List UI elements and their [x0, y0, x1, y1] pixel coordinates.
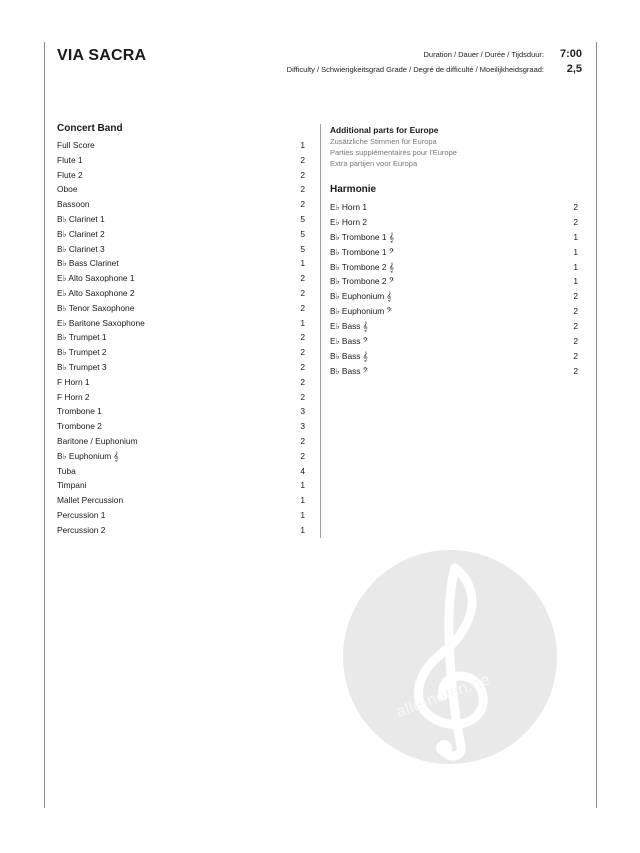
concert-band-row — [57, 419, 305, 434]
concert-band-part-name: B♭ Trumpet 2 — [57, 347, 107, 358]
harmonie-row — [330, 274, 578, 289]
concert-band-part-name: Percussion 1 — [57, 509, 106, 520]
harmonie-part-name: E♭ Bass 𝄞 — [330, 321, 368, 332]
concert-band-part-name: B♭ Clarinet 1 — [57, 213, 105, 224]
harmonie-row — [330, 319, 578, 334]
concert-band-row — [57, 390, 305, 405]
page-rule-left — [44, 42, 45, 808]
europe-subtitle-de: Zusätzliche Stimmen für Europa — [330, 137, 437, 146]
concert-band-part-name: Mallet Percussion — [57, 495, 124, 506]
harmonie-part-quantity: 2 — [573, 321, 578, 332]
concert-band-row — [57, 138, 305, 153]
harmonie-part-name: B♭ Trombone 2 𝄢 — [330, 276, 395, 287]
concert-band-part-name: Oboe — [57, 184, 78, 195]
piece-title: VIA SACRA — [57, 47, 147, 64]
concert-band-part-quantity: 2 — [300, 273, 305, 284]
concert-band-part-quantity: 2 — [300, 184, 305, 195]
concert-band-row — [57, 197, 305, 212]
column-divider — [320, 124, 321, 538]
concert-band-row — [57, 286, 305, 301]
concert-band-row — [57, 493, 305, 508]
concert-band-row — [57, 478, 305, 493]
harmonie-row — [330, 349, 578, 364]
concert-band-part-name: E♭ Baritone Saxophone — [57, 317, 145, 328]
concert-band-part-quantity: 1 — [300, 509, 305, 520]
concert-band-part-quantity: 2 — [300, 450, 305, 461]
concert-band-part-quantity: 1 — [300, 140, 305, 150]
concert-band-row — [57, 301, 305, 316]
harmonie-part-name: E♭ Horn 2 — [330, 216, 368, 227]
concert-band-row — [57, 523, 305, 538]
watermark-seal — [343, 550, 557, 764]
concert-band-part-quantity: 3 — [300, 421, 305, 432]
concert-band-row — [57, 345, 305, 360]
difficulty-label: Difficulty / Schwierigkeitsgrad Grade / Degré de difficulté / Moeilijkheidsgraad: — [286, 65, 544, 74]
concert-band-part-name: B♭ Bass Clarinet — [57, 258, 119, 269]
harmonie-heading: Harmonie — [330, 184, 377, 195]
concert-band-row — [57, 449, 305, 464]
concert-band-part-name: Timpani — [57, 480, 87, 491]
concert-band-part-quantity: 1 — [300, 480, 305, 491]
concert-band-part-quantity: 2 — [300, 435, 305, 446]
harmonie-row — [330, 230, 578, 245]
europe-heading: Additional parts for Europe — [330, 125, 439, 135]
concert-band-row — [57, 464, 305, 479]
concert-band-part-quantity: 2 — [300, 347, 305, 358]
concert-band-part-quantity: 2 — [300, 302, 305, 313]
harmonie-row — [330, 245, 578, 260]
concert-band-part-quantity: 1 — [300, 317, 305, 328]
concert-band-part-name: B♭ Tenor Saxophone — [57, 302, 135, 313]
concert-band-row — [57, 330, 305, 345]
concert-band-part-quantity: 3 — [300, 406, 305, 417]
concert-band-part-name: F Horn 1 — [57, 376, 90, 387]
concert-band-part-name: Flute 2 — [57, 169, 83, 180]
harmonie-part-quantity: 1 — [573, 246, 578, 257]
harmonie-row — [330, 215, 578, 230]
harmonie-part-quantity: 2 — [573, 216, 578, 227]
watermark-text: alle-noten.de — [394, 671, 493, 721]
harmonie-part-name: B♭ Bass 𝄞 — [330, 350, 368, 361]
harmonie-part-quantity: 2 — [573, 291, 578, 302]
concert-band-part-name: Bassoon — [57, 199, 90, 210]
harmonie-part-quantity: 2 — [573, 306, 578, 317]
concert-band-part-name: Trombone 2 — [57, 421, 102, 432]
concert-band-row — [57, 271, 305, 286]
concert-band-part-name: Full Score — [57, 140, 95, 150]
concert-band-part-quantity: 2 — [300, 361, 305, 372]
concert-band-row — [57, 360, 305, 375]
harmonie-part-quantity: 1 — [573, 261, 578, 272]
concert-band-part-quantity: 2 — [300, 199, 305, 210]
harmonie-row — [330, 334, 578, 349]
concert-band-row — [57, 375, 305, 390]
duration-value: 7:00 — [559, 48, 582, 60]
concert-band-part-quantity: 5 — [300, 243, 305, 254]
concert-band-part-quantity: 2 — [300, 332, 305, 343]
concert-band-part-quantity: 5 — [300, 213, 305, 224]
concert-band-part-quantity: 2 — [300, 169, 305, 180]
concert-band-part-quantity: 1 — [300, 258, 305, 269]
harmonie-part-name: B♭ Euphonium 𝄢 — [330, 306, 392, 317]
concert-band-part-quantity: 4 — [300, 465, 305, 476]
concert-band-heading: Concert Band — [57, 123, 123, 134]
concert-band-row — [57, 316, 305, 331]
concert-band-row — [57, 404, 305, 419]
concert-band-part-quantity: 2 — [300, 391, 305, 402]
europe-subtitle-nl: Extra partijen voor Europa — [330, 159, 418, 168]
concert-band-part-name: Baritone / Euphonium — [57, 435, 138, 446]
harmonie-row — [330, 200, 578, 215]
concert-band-part-quantity: 2 — [300, 376, 305, 387]
concert-band-part-name: B♭ Trumpet 1 — [57, 332, 107, 343]
harmonie-part-quantity: 2 — [573, 365, 578, 376]
harmonie-parts-list — [330, 200, 578, 379]
concert-band-part-name: E♭ Alto Saxophone 1 — [57, 273, 135, 284]
harmonie-part-name: B♭ Trombone 1 𝄞 — [330, 231, 394, 242]
duration-row — [424, 48, 582, 60]
duration-label: Duration / Dauer / Durée / Tijdsduur: — [423, 50, 544, 59]
concert-band-part-name: Tuba — [57, 465, 76, 476]
concert-band-row — [57, 434, 305, 449]
harmonie-part-quantity: 1 — [573, 276, 578, 287]
concert-band-part-name: B♭ Clarinet 2 — [57, 228, 105, 239]
harmonie-part-name: B♭ Trombone 2 𝄞 — [330, 261, 394, 272]
concert-band-row — [57, 153, 305, 168]
concert-band-part-name: Percussion 2 — [57, 524, 106, 535]
concert-band-row — [57, 508, 305, 523]
concert-band-row — [57, 256, 305, 271]
concert-band-part-quantity: 2 — [300, 287, 305, 298]
page-rule-right — [596, 42, 597, 808]
harmonie-row — [330, 260, 578, 275]
concert-band-part-name: B♭ Clarinet 3 — [57, 243, 105, 254]
difficulty-value: 2,5 — [566, 63, 582, 75]
concert-band-part-name: F Horn 2 — [57, 391, 90, 402]
harmonie-part-quantity: 2 — [573, 202, 578, 212]
concert-band-part-name: Flute 1 — [57, 154, 83, 165]
treble-clef-icon — [343, 550, 557, 764]
concert-band-part-name: Trombone 1 — [57, 406, 102, 417]
difficulty-row — [287, 63, 582, 75]
harmonie-row — [330, 304, 578, 319]
harmonie-part-name: B♭ Bass 𝄢 — [330, 365, 369, 376]
concert-band-parts-list — [57, 138, 305, 538]
concert-band-part-quantity: 1 — [300, 524, 305, 535]
concert-band-part-quantity: 5 — [300, 228, 305, 239]
concert-band-row — [57, 227, 305, 242]
concert-band-part-name: B♭ Euphonium 𝄞 — [57, 450, 119, 461]
harmonie-part-name: E♭ Bass 𝄢 — [330, 336, 369, 347]
harmonie-part-quantity: 2 — [573, 336, 578, 347]
harmonie-part-quantity: 2 — [573, 350, 578, 361]
harmonie-part-quantity: 1 — [573, 231, 578, 242]
harmonie-part-name: E♭ Horn 1 — [330, 202, 368, 212]
concert-band-row — [57, 212, 305, 227]
harmonie-row — [330, 364, 578, 379]
concert-band-row — [57, 182, 305, 197]
europe-subtitle-fr: Parties supplémentaires pour l'Europe — [330, 148, 457, 157]
concert-band-part-name: E♭ Alto Saxophone 2 — [57, 287, 135, 298]
concert-band-part-quantity: 2 — [300, 154, 305, 165]
harmonie-row — [330, 289, 578, 304]
harmonie-part-name: B♭ Trombone 1 𝄢 — [330, 246, 395, 257]
concert-band-part-name: B♭ Trumpet 3 — [57, 361, 107, 372]
concert-band-row — [57, 168, 305, 183]
concert-band-part-quantity: 1 — [300, 495, 305, 506]
harmonie-part-name: B♭ Euphonium 𝄞 — [330, 291, 392, 302]
concert-band-row — [57, 242, 305, 257]
